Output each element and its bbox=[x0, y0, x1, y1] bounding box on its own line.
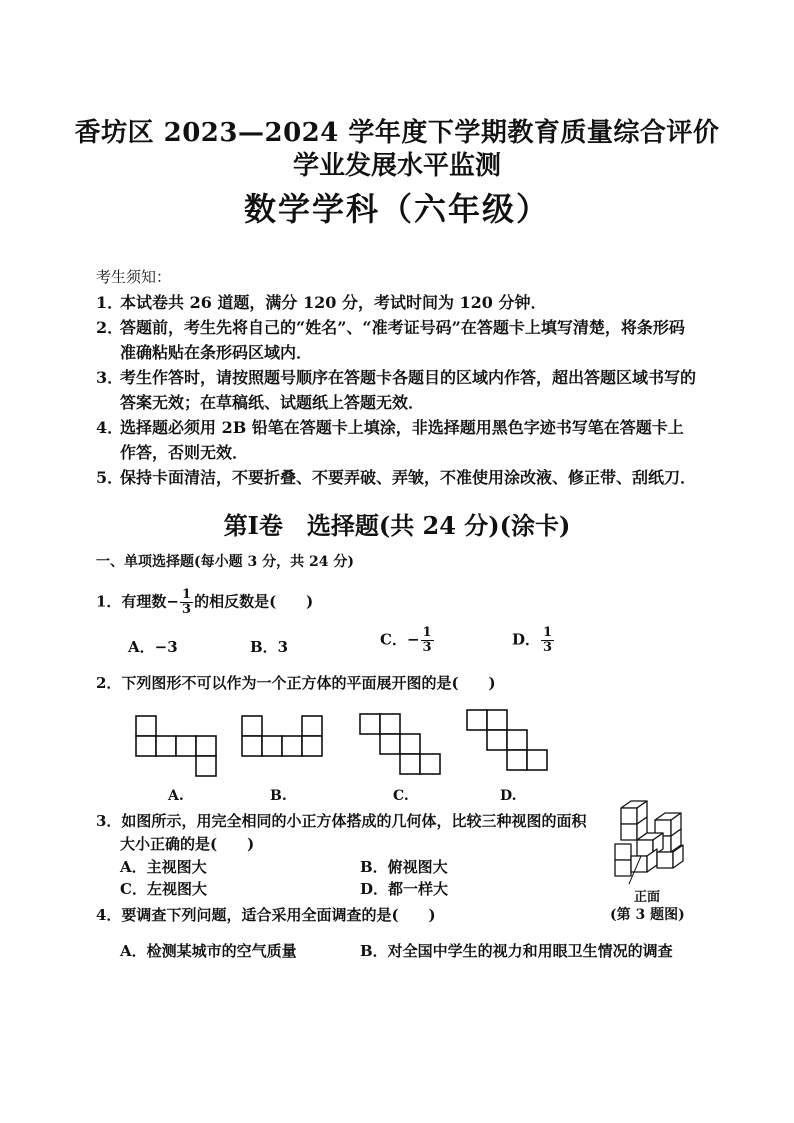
q1-fraction bbox=[180, 588, 193, 617]
option-d-fraction bbox=[541, 626, 554, 655]
notice-item-text: 保持卡面清洁，不要折叠、不要弄破、弄皱，不准使用涂改液、修正带、刮纸刀． bbox=[120, 468, 697, 487]
net-diagram-d bbox=[461, 704, 561, 772]
cube-stack-figure bbox=[605, 798, 697, 888]
net-diagram-b bbox=[236, 710, 336, 758]
notice-item-number: 4． bbox=[96, 418, 124, 437]
notice-item-text: 答题前，考生先将自己的“姓名”、“准考证号码”在答题卡上填写清楚，将条形码准确粘贴在条形码区域内． bbox=[120, 318, 685, 362]
fraction-denominator: 3 bbox=[422, 640, 432, 655]
net-label-b: B. bbox=[270, 788, 287, 804]
notice-item-text: 本试卷共 26 道题，满分 120 分，考试时间为 120 分钟． bbox=[120, 293, 547, 312]
question-2-stem: 2．下列图形不可以作为一个正方体的平面展开图的是( ) bbox=[96, 674, 496, 692]
notice-item-text: 考生作答时，请按照题号顺序在答题卡各题目的区域内作答，超出答题区域书写的答案无效；在草稿纸、试题纸上答题无效． bbox=[120, 368, 697, 412]
notice-item bbox=[96, 315, 696, 365]
net-diagram-a bbox=[130, 710, 230, 778]
exam-title-line1: 香坊区 2023—2024 学年度下学期教育质量综合评价 bbox=[74, 118, 720, 148]
notice-heading: 考生须知： bbox=[96, 268, 172, 286]
question-3-stem-line2: 大小正确的是( ) bbox=[120, 835, 255, 853]
q1-option-d bbox=[512, 626, 555, 655]
question-1-stem bbox=[96, 588, 313, 617]
option-c-prefix: C．− bbox=[380, 630, 420, 649]
q1-suffix: 的相反数是( ) bbox=[194, 592, 314, 611]
fraction-numerator: 1 bbox=[543, 625, 553, 640]
q3-option-b: B．俯视图大 bbox=[360, 858, 448, 876]
option-c-fraction bbox=[421, 626, 434, 655]
q3-option-c: C．左视图大 bbox=[120, 880, 207, 898]
fraction-denominator: 3 bbox=[543, 640, 553, 655]
q1-prefix: 1．有理数− bbox=[96, 592, 180, 611]
q3-option-a: A．主视图大 bbox=[120, 858, 207, 876]
q4-option-a: A．检测某城市的空气质量 bbox=[120, 942, 297, 960]
notice-item bbox=[96, 365, 696, 415]
front-view-label: 正面 bbox=[634, 890, 661, 905]
notice-item bbox=[96, 465, 696, 490]
notice-item-number: 3． bbox=[96, 368, 124, 387]
figure-3-caption: (第 3 题图) bbox=[610, 907, 685, 923]
q3-option-d: D．都一样大 bbox=[360, 880, 449, 898]
notice-item-number: 2． bbox=[96, 318, 124, 337]
notice-item-number: 5． bbox=[96, 468, 124, 487]
exam-subject-title: 数学学科（六年级） bbox=[243, 190, 550, 228]
q4-option-b: B．对全国中学生的视力和用眼卫生情况的调查 bbox=[360, 942, 673, 960]
q1-option-a: A．−3 bbox=[128, 638, 178, 656]
question-3-stem-line1: 3．如图所示，用完全相同的小正方体搭成的几何体，比较三种视图的面积 bbox=[96, 812, 587, 830]
fraction-numerator: 1 bbox=[422, 625, 432, 640]
net-label-d: D. bbox=[500, 788, 517, 804]
notice-item-number: 1． bbox=[96, 293, 124, 312]
q1-option-c bbox=[380, 626, 435, 655]
q1-option-b: B．3 bbox=[250, 638, 289, 656]
question-4-stem: 4．要调查下列问题，适合采用全面调查的是( ) bbox=[96, 906, 436, 924]
notice-item bbox=[96, 290, 696, 315]
net-label-a: A. bbox=[168, 788, 184, 804]
fraction-numerator: 1 bbox=[182, 587, 192, 602]
notice-item bbox=[96, 415, 696, 465]
fraction-denominator: 3 bbox=[182, 602, 192, 617]
option-d-prefix: D． bbox=[512, 630, 541, 649]
section-title: 第I卷 选择题(共 24 分)(涂卡) bbox=[223, 511, 571, 540]
notice-item-text: 选择题必须用 2B 铅笔在答题卡上填涂，非选择题用黑色字迹书写笔在答题卡上作答，否则无效． bbox=[120, 418, 684, 462]
part-heading: 一、单项选择题(每小题 3 分，共 24 分) bbox=[96, 554, 354, 570]
net-label-c: C. bbox=[393, 788, 409, 804]
exam-title-line2: 学业发展水平监测 bbox=[292, 151, 501, 181]
net-diagram-c bbox=[354, 708, 454, 776]
notice-list bbox=[96, 290, 696, 490]
